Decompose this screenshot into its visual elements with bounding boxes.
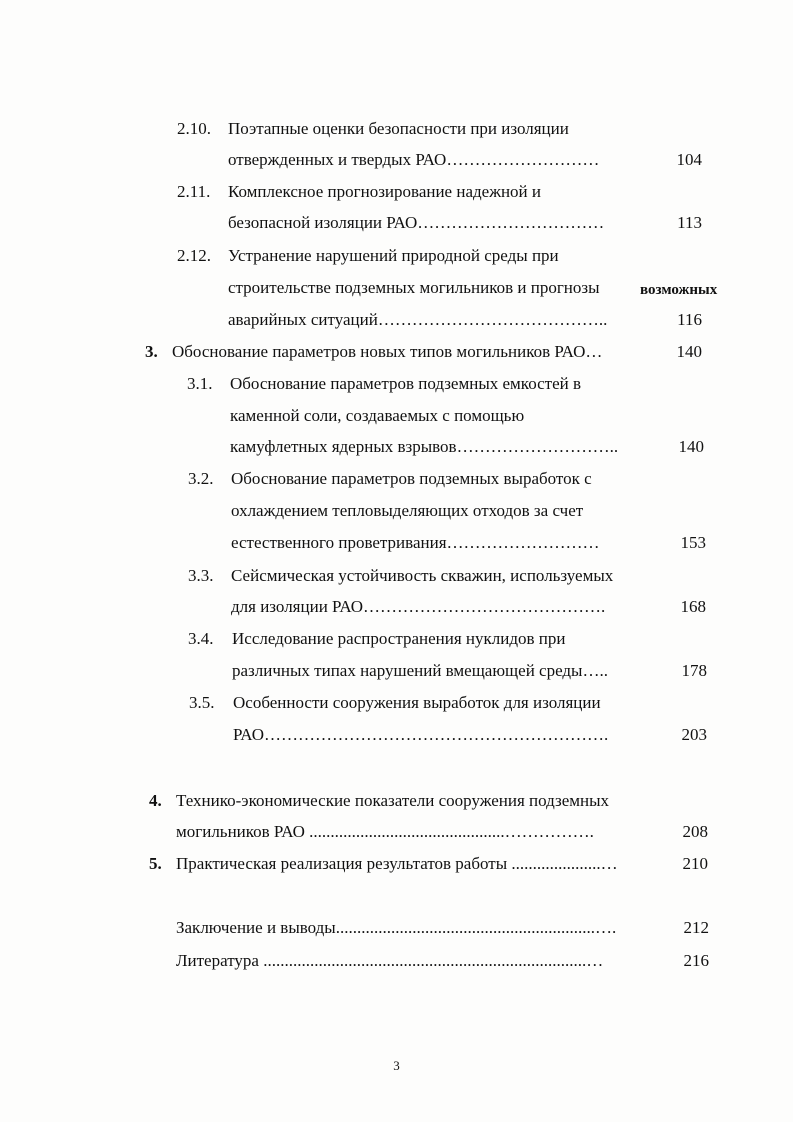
toc-title-conclusion: Заключение и выводы.............................................................…. — [176, 918, 617, 937]
toc-title-3-4-line1: Исследование распространения нуклидов при — [232, 629, 566, 648]
toc-title-3-5-line2: РАО……………………………………………………. — [233, 725, 609, 744]
toc-title-3-1-line3: камуфлетных ядерных взрывов……………………….. — [230, 437, 619, 456]
toc-page-4: 208 — [682, 822, 708, 841]
toc-number-3-4: 3.4. — [188, 629, 214, 648]
toc-number-3-3: 3.3. — [188, 566, 214, 585]
toc-title-3-2-line1: Обоснование параметров подземных выработок с — [231, 469, 592, 488]
toc-page-conclusion: 212 — [683, 918, 709, 937]
toc-number-3-1: 3.1. — [187, 374, 213, 393]
toc-title-2-11-line2: безопасной изоляции РАО…………………………… — [228, 213, 605, 232]
toc-title-3-1-line2: каменной соли, создаваемых с помощью — [230, 406, 525, 425]
toc-page-3-3: 168 — [680, 597, 706, 616]
toc-title-3-5-line1: Особенности сооружения выработок для изоляции — [233, 693, 601, 712]
toc-title-4-line1: Технико-экономические показатели сооружения подземных — [176, 791, 610, 810]
toc-number-3-5: 3.5. — [189, 693, 215, 712]
toc-title-3-4-line2: различных типах нарушений вмещающей среды….. — [232, 661, 608, 680]
toc-title-5: Практическая реализация результатов работы .....................… — [176, 854, 618, 873]
toc-title-4-line2: могильников РАО ..............................................……………. — [176, 822, 594, 841]
toc-title-2-10-line2: отвержденных и твердых РАО……………………… — [228, 150, 600, 169]
toc-number-4: 4. — [149, 791, 162, 810]
toc-page-5: 210 — [682, 854, 708, 873]
toc-number-5: 5. — [149, 854, 162, 873]
toc-title-2-10-line1: Поэтапные оценки безопасности при изоляции — [228, 119, 569, 138]
toc-number-3: 3. — [145, 342, 158, 361]
toc-number-2-11: 2.11. — [177, 182, 211, 201]
toc-title-2-11-line1: Комплексное прогнозирование надежной и — [228, 182, 541, 201]
toc-number-2-10: 2.10. — [177, 119, 211, 138]
toc-title-3: Обоснование параметров новых типов могильников РАО… — [172, 342, 603, 361]
toc-page-3: 140 — [676, 342, 702, 361]
toc-title-3-3-line1: Сейсмическая устойчивость скважин, используемых — [231, 566, 614, 585]
toc-page-3-2: 153 — [680, 533, 706, 552]
toc-page-3-4: 178 — [681, 661, 707, 680]
toc-page-2-11: 113 — [677, 213, 702, 232]
toc-number-3-2: 3.2. — [188, 469, 214, 488]
toc-title-literature: Литература ............................................................................… — [176, 951, 604, 970]
toc-title-3-1-line1: Обоснование параметров подземных емкостей в — [230, 374, 582, 393]
toc-page-2-10: 104 — [676, 150, 702, 169]
toc-title-3-2-line3: естественного проветривания……………………… — [231, 533, 600, 552]
toc-page-2-12: 116 — [677, 310, 702, 329]
toc-page-3-1: 140 — [678, 437, 704, 456]
toc-title-2-12-line2: строительстве подземных могильников и прогнозы — [228, 278, 600, 297]
toc-page-3-5: 203 — [681, 725, 707, 744]
toc-title-3-3-line2: для изоляции РАО……………………………………. — [231, 597, 606, 616]
toc-number-2-12: 2.12. — [177, 246, 211, 265]
toc-title-2-12-line3: аварийных ситуаций………………………………….. — [228, 310, 608, 329]
toc-title-2-12-line1: Устранение нарушений природной среды при — [228, 246, 559, 265]
toc-title-2-12-extra: возможных — [640, 282, 718, 298]
page-number: 3 — [393, 1058, 400, 1073]
toc-title-3-2-line2: охлаждением тепловыделяющих отходов за счет — [231, 501, 584, 520]
toc-page-literature: 216 — [683, 951, 709, 970]
